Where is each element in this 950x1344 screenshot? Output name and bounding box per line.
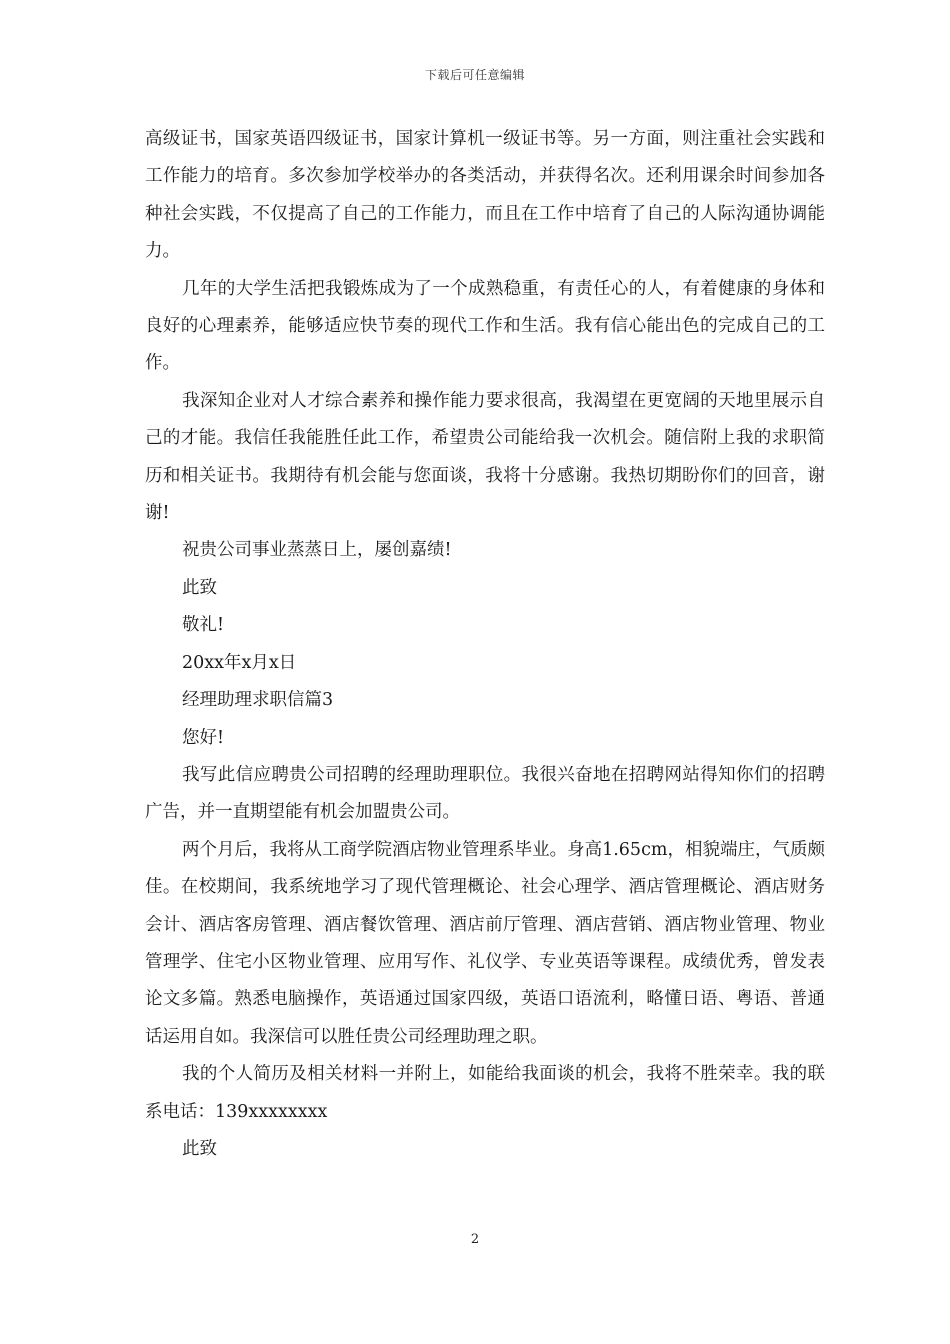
paragraph-wishes: 祝贵公司事业蒸蒸日上，屡创嘉绩! <box>182 540 452 561</box>
paragraph-request: 我深知企业对人才综合素养和操作能力要求很高，我渴望在更宽阔的天地里展示自己的才能。我信任我能胜任此工作，希望贵公司能给我一次机会。随信附上我的求职简历和相关证书。我期待有机会能与您面谈，我将十分感谢。我热切期盼你们的回音，谢谢! <box>145 390 825 524</box>
paragraph-date: 20xx年x月x日 <box>182 652 297 673</box>
paragraph-intro: 我写此信应聘贵公司招聘的经理助理职位。我很兴奋地在招聘网站得知你们的招聘广告，并一直期望能有机会加盟贵公司。 <box>145 764 825 823</box>
page-header-note: 下载后可任意编辑 <box>424 68 525 82</box>
section-title: 经理助理求职信篇3 <box>182 690 334 711</box>
paragraph-greeting: 您好! <box>182 727 225 748</box>
paragraph-background: 两个月后，我将从工商学院酒店物业管理系毕业。身高1.65cm，相貌端庄，气质颇佳。在校期间，我系统地学习了现代管理概论、社会心理学、酒店管理概论、酒店财务会计、酒店客房管理、酒店餐饮管理、酒店前厅管理、酒店营销、酒店物业管理、物业管理学、住宅小区物业管理、应用写作、礼仪学、专业英语等课程。成绩优秀，曾发表论文多篇。熟悉电脑操作，英语通过国家四级，英语口语流利，略懂日语、粤语、普通话运用自如。我深信可以胜任贵公司经理助理之职。 <box>145 839 825 1047</box>
document-body <box>145 121 825 1168</box>
paragraph-education: 高级证书，国家英语四级证书，国家计算机一级证书等。另一方面，则注重社会实践和工作能力的培育。多次参加学校举办的各类活动，并获得名次。还利用课余时间参加各种社会实践，不仅提高了自己的工作能力，而且在工作中培育了自己的人际沟通协调能力。 <box>145 129 825 262</box>
paragraph-closing-cizhi: 此致 <box>182 577 217 598</box>
paragraph-contact: 我的个人简历及相关材料一并附上，如能给我面谈的机会，我将不胜荣幸。我的联系电话：139xxxxxxxx <box>145 1064 825 1122</box>
paragraph-closing-jingli: 敬礼! <box>182 615 225 636</box>
paragraph-closing-cizhi-2: 此致 <box>182 1138 217 1159</box>
paragraph-character: 几年的大学生活把我锻炼成为了一个成熟稳重，有责任心的人，有着健康的身体和良好的心理素养，能够适应快节奏的现代工作和生活。我有信心能出色的完成自己的工作。 <box>145 278 825 374</box>
page-number: 2 <box>470 1232 480 1247</box>
